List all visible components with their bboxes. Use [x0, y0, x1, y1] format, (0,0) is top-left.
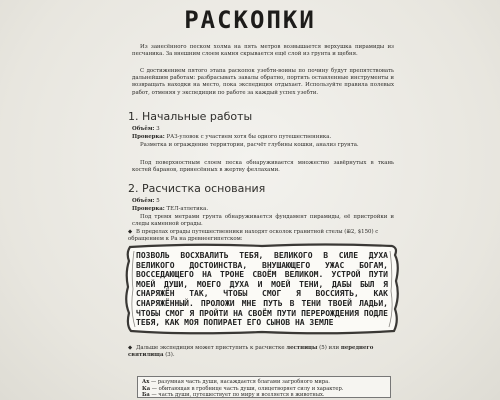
- volume-value: 5: [156, 198, 160, 204]
- check-value: РАЗ-уловок с участием хотя бы одного путешественника.: [166, 134, 332, 140]
- volume-label: Объём:: [132, 126, 155, 132]
- section1-paragraph: Под поверхностным слоем песка обнаруживается множество завёрнутых в ткань костей баранов, принесённых в жертву феллахами.: [132, 160, 394, 174]
- link-front-sanctuary[interactable]: переднего святилища: [128, 345, 374, 359]
- papyrus-scroll: [124, 243, 400, 335]
- section2-paragraph: Под тремя метрами грунта обнаруживается фундамент пирамиды, её пристройки и следы каменной ограды.: [132, 214, 394, 228]
- intro-paragraph-2: С достижением пятого этапа раскопок узебти-воины по почину будут препятствовать дальнейшим работам: разбрасывать завалы обратно, портить оставленные инструменты и возвращать находки на место, пока экспедиция отдыхает. Используйте правила полевых работ, отменяя у экспедиции по работе за каждый успех узебти.: [132, 68, 394, 96]
- glossary-item-ba: Ба — часть души, путешествует по миру и вселяется в животных.: [142, 392, 325, 399]
- next-step-bullet: [128, 345, 394, 359]
- volume-label: Объём:: [132, 198, 155, 204]
- next-step-text: Дальше экспедиция может приступить к расчистке: [136, 345, 285, 351]
- intro-paragraph-1: Из занесённого песком холма на пять метров возвышается верхушка пирамиды из песчаника. За внешним слоем камня скрывается ещё слой из грунта и щебня.: [132, 44, 394, 58]
- or-word: или: [328, 345, 340, 351]
- glossary-box: [137, 376, 391, 398]
- check-value: ТЕЛ-атлетика.: [166, 206, 209, 212]
- section2-volume: [132, 198, 394, 205]
- section1-check-extra: Разметка и ограждение территории, расчёт глубины кошки, анализ грунта.: [140, 142, 359, 148]
- volume-value: 3: [156, 126, 160, 132]
- section-heading-2: 2. Расчистка основания: [128, 182, 266, 195]
- link-front-sanctuary-volume: (3).: [165, 352, 175, 359]
- section1-check: [132, 134, 394, 141]
- bullet-text: В пределах ограды путешественники находят осколок гранитной стелы (⊞2, $150) с обращением к Ра на древнеегипетском:: [128, 229, 379, 243]
- section2-bullet: [128, 229, 394, 243]
- link-stairs-volume: (5): [319, 345, 327, 351]
- glossary-item-ka: Ка — обитающая в гробнице часть души, олицетворяет силу и характер.: [142, 385, 344, 392]
- section1-volume: [132, 126, 394, 133]
- link-stairs[interactable]: лестницы: [286, 345, 318, 351]
- section2-check: [132, 206, 394, 213]
- check-label: Проверка:: [132, 206, 165, 212]
- bullet-diamond-icon: ◆: [128, 229, 133, 235]
- page-title: РАСКОПКИ: [184, 6, 316, 34]
- section-heading-1: 1. Начальные работы: [128, 110, 253, 123]
- hieroglyph-translation: ПОЗВОЛЬ ВОСХВАЛИТЬ ТЕБЯ, ВЕЛИКОГО В СИЛЕ ДУХА ВЕЛИКОГО ДОСТОИНСТВА, ВНУШАЮЩЕГО УЖАС БОГАМ, ВОССЕДАЮЩЕГО НА ТРОНЕ СВОЁМ ВЕЛИКОМ. УСТРОЙ ПУТИ МОЕЙ ДУШИ, МОЕГО ДУХА И МОЕЙ ТЕНИ, ДАБЫ БЫЛ Я СНАРЯЖЁН ТАК, ЧТОБЫ СМОГ Я ВОССИЯТЬ, КАК СНАРЯЖЁННЫЙ. ПРОЛОЖИ МНЕ ПУТЬ В ТЕНИ ТВОЕЙ ЛАДЬИ, ЧТОБЫ СМОГ Я ПРОЙТИ НА СВОЁМ ПУТИ ПЕРЕРОЖДЕНИЯ ПОДЛЕ ТЕБЯ, КАК МОЯ ПОПИРАЕТ ЕГО СЫНОВ НА ЗЕМЛЕ: [136, 251, 388, 328]
- bullet-diamond-icon: ◆: [128, 345, 133, 351]
- check-label: Проверка:: [132, 134, 165, 140]
- glossary-item-akh: Ах — разумная часть души, насаждается благами загробного мира.: [142, 379, 330, 385]
